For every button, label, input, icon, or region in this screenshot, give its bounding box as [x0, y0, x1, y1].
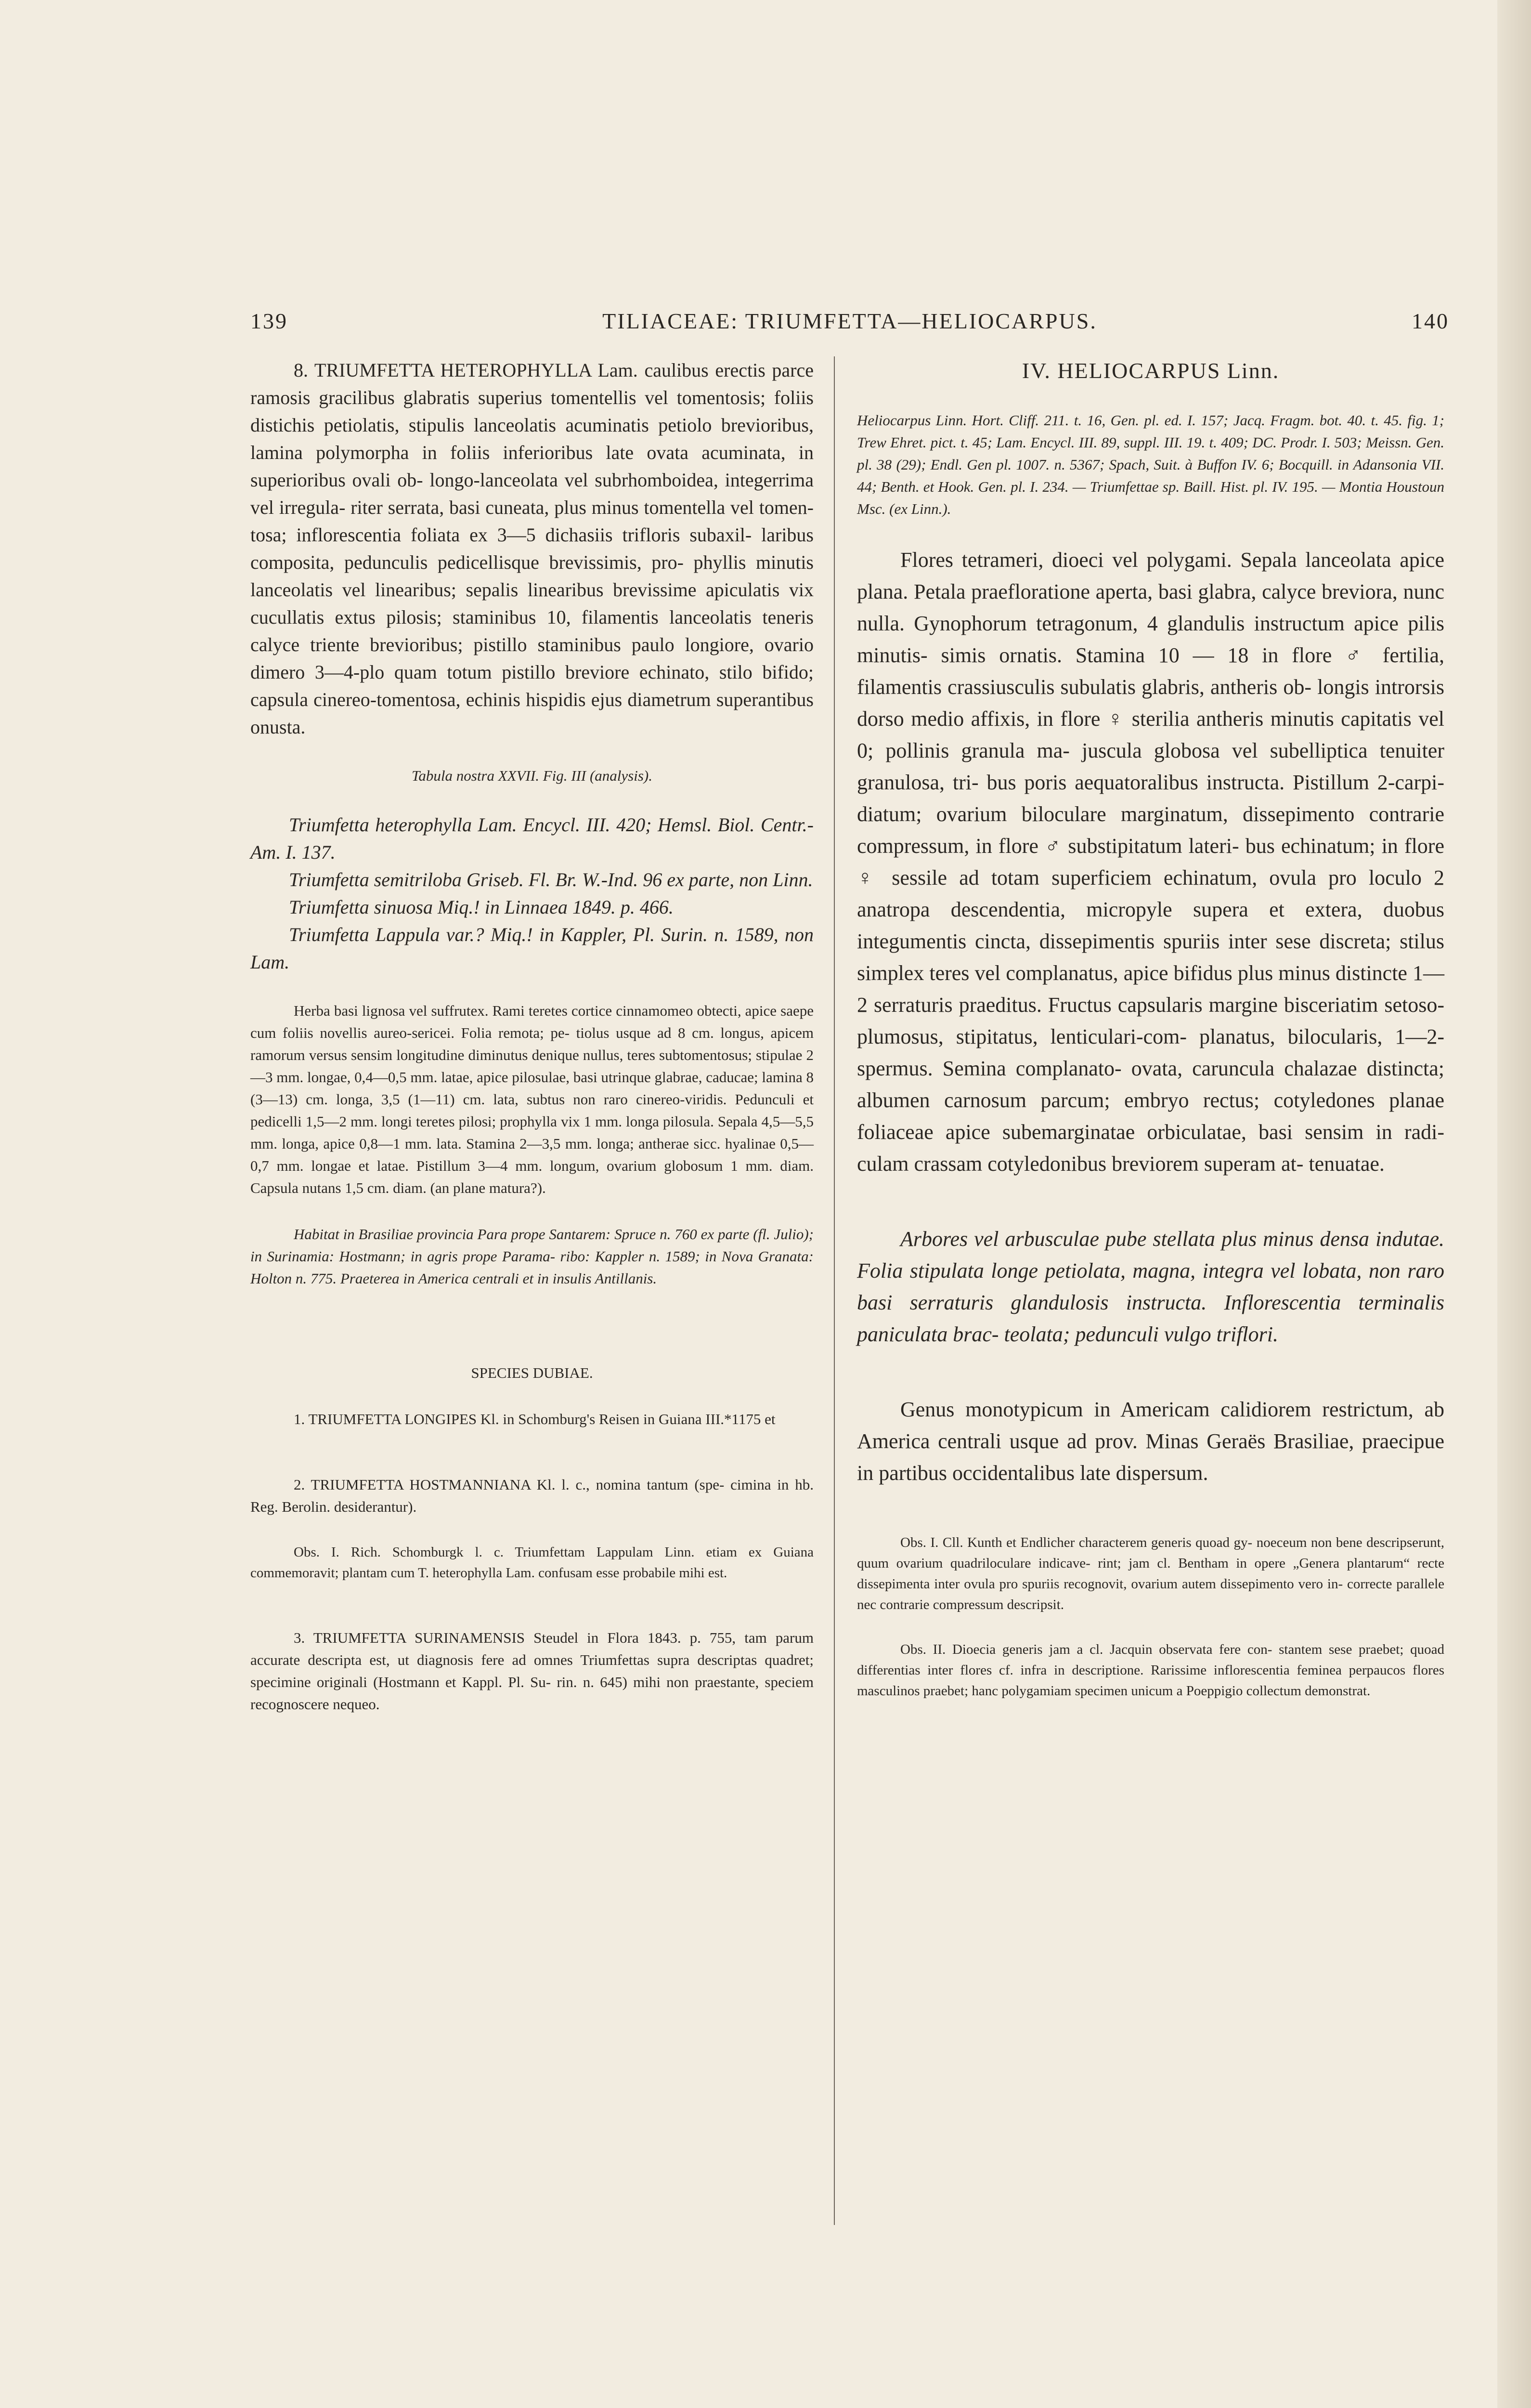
species-dubiae-heading: SPECIES DUBIAE. — [471, 1364, 593, 1381]
synonym: Triumfetta sinuosa Miq.! in Linnaea 1849. p. 466. — [289, 896, 674, 918]
page-number-left: 139 — [250, 309, 288, 333]
dubious-species-2: 2. TRIUMFETTA HOSTMANNIANA Kl. l. c., nomina tantum (spe- cimina in hb. Reg. Berolin. desiderantur). — [250, 1476, 814, 1515]
distribution: Genus monotypicum in Americam calidiorem restrictum, ab America centrali usque ad prov. Minas Geraës Brasiliae, praecipue in partibus occidentalibus late dispersum. — [857, 1398, 1444, 1485]
running-title: TILIACEAE: TRIUMFETTA—HELIOCARPUS. — [602, 309, 1097, 333]
tabula-reference: Tabula nostra XXVII. Fig. III (analysis). — [412, 767, 652, 784]
synonym: Triumfetta Lappula var.? Miq.! in Kappler, Pl. Surin. n. 1589, non Lam. — [250, 924, 814, 973]
running-head — [250, 308, 1449, 342]
synonym: Triumfetta heterophylla Lam. Encycl. III. 420; Hemsl. Biol. Centr.-Am. I. 137. — [250, 814, 814, 863]
right-column — [857, 356, 1444, 1701]
synonym: Triumfetta semitriloba Griseb. Fl. Br. W.-Ind. 96 ex parte, non Linn. — [289, 869, 813, 890]
column-divider — [834, 356, 836, 2225]
observation-1: Obs. I. Cll. Kunth et Endlicher characterem generis quoad gy- noeceum non bene descripserunt, quum ovarium quadriloculare indicave- rint; jam cl. Bentham in opere „Genera plantarum“ recte dissepimenta inter ovula pro spuriis recognovit, ovarium autem dissepimento vero in- correcte parallele nec contrarie compressum descripsit. — [857, 1535, 1444, 1612]
genus-references: Heliocarpus Linn. Hort. Cliff. 211. t. 16, Gen. pl. ed. I. 157; Jacq. Fragm. bot. 40. t. 45. fig. 1; Trew Ehret. pict. t. 45; Lam. Encycl. III. 89, suppl. III. 19. t. 409; DC. Prodr. I. 503; Meissn. Gen. pl. 38 (29); Endl. Gen pl. 1007. n. 5367; Spach, Suit. à Buffon IV. 6; Bocquill. in Adansonia VII. 44; Benth. et Hook. Gen. pl. I. 234. — Triumfettae sp. Baill. Hist. pl. IV. 195. — Montia Houstoun Msc. (ex Linn.). — [857, 412, 1444, 517]
dubious-species-3: 3. TRIUMFETTA SURINAMENSIS Steudel in Flora 1843. p. 755, tam parum accurate descripta est, ut diagnosis fere ad omnes Triumfettas supra descriptas quadret; specimine originali (Hostmann et Kappl. Pl. Su- rin. n. 645) mihi non praestante, speciem recognoscere nequeo. — [250, 1629, 814, 1713]
genus-description: Flores tetrameri, dioeci vel polygami. Sepala lanceolata apice plana. Petala praefloratione aperta, basi glabra, calyce breviora, nunc nulla. Gynophorum tetragonum, 4 glandulis instructum apice pilis minutis- simis ornatis. Stamina 10 — 18 in flore ♂ fertilia, filamentis crassiusculis subulatis glabris, antheris ob- longis introrsis dorso medio affixis, in flore ♀ sterilia antheris minutis capitatis vel 0; pollinis granula ma- juscula globosa vel subelliptica tenuiter granulosa, tri- bus poris aequatoralibus instructa. Pistillum 2-carpi- diatum; ovarium biloculare marginatum, dissepimento contrarie compressum, in flore ♂ substipitatum lateri- bus echinatum; in flore ♀ sessile ad totam superficiem echinatum, ovula pro loculo 2 anatropa descendentia, micropyle supera et extera, duobus integumentis cincta, dissepimentis spuriis inter sese discreta; stilus simplex teres vel complanatus, apice bifidus plus minus distincte 1—2 serraturis praeditus. Fructus capsularis margine bisceriatim setoso-plumosus, stipitatus, lenticulari-com- planatus, bilocularis, 1—2-spermus. Semina complanato- ovata, caruncula chalazae distincta; albumen carnosum parcum; embryo rectus; cotyledones planae foliaceae apice subemarginatae orbiculatae, basi sensim in radi- culam crassam cotyledonibus breviorem superam at- tenuatae. — [857, 548, 1444, 1176]
observation-2: Obs. II. Dioecia generis jam a cl. Jacquin observata fere con- stantem sese praebet; quoad differentias inter flores cf. infra in descriptione. Rarissime inflorescentia feminea perpaucos flores masculinos praebet; hanc polygamiam specimen unicum a Poeppigio collectum demonstrat. — [857, 1642, 1444, 1699]
habitat: Habitat in Brasiliae provincia Para prope Santarem: Spruce n. 760 ex parte (fl. Julio); in Surinamia: Hostmann; in agris prope Parama- ribo: Kappler n. 1589; in Nova Granata: Holton n. 775. Praeterea in America centrali et in insulis Antillanis. — [250, 1226, 814, 1287]
synonymy — [250, 811, 814, 976]
left-column — [250, 356, 814, 1715]
dubious-species-1: 1. TRIUMFETTA LONGIPES Kl. in Schomburg's Reisen in Guiana III.*1175 et — [294, 1411, 776, 1427]
page-edge — [1497, 0, 1531, 2408]
habit-description: Arbores vel arbusculae pube stellata plus minus densa indutae. Folia stipulata longe petiolata, magna, integra vel lobata, non raro basi serraturis glandulosis instructa. Inflorescentia terminalis paniculata brac- teolata; pedunculi vulgo triflori. — [857, 1227, 1444, 1346]
page-number-right: 140 — [1412, 309, 1449, 333]
dubious-species-2-observation: Obs. I. Rich. Schomburgk l. c. Triumfettam Lappulam Linn. etiam ex Guiana commemoravit; plantam cum T. heterophylla Lam. confusam esse probabile mihi est. — [250, 1544, 814, 1581]
species-description — [250, 356, 814, 741]
species-diagnosis: caulibus erectis parce ramosis gracilibus glabratis superius tomentellis vel tomentosis; foliis distichis petiolatis, stipulis lanceolatis acuminatis petiolo brevioribus, lamina polymorpha in foliis inferioribus late ovata acuminata, in superioribus ovali ob- longo-lanceolata vel subrhomboidea, integerrima vel irregula- riter serrata, basi cuneata, plus minus tomentella vel tomen- tosa; inflorescentia foliata ex 3—5 dichasiis trifloris subaxil- laribus composita, pedunculis pedicellisque brevissimis, pro- phyllis minutis lanceolatis vel linearibus; sepalis linearibus brevissime apiculatis vix cucullatis extus pilosis; staminibus 10, filamentis lanceolatis teneris calyce triente brevioribus; pistillo staminibus paulo longiore, ovario dimero 3—4-plo quam totum pistillo breviore echinato, stilo bifido; capsula cinereo-tomentosa, echinis hispidis ejus diametrum superantibus onusta. — [250, 359, 814, 738]
species-heading: 8. TRIUMFETTA HETEROPHYLLA Lam. — [294, 359, 638, 381]
detailed-description: Herba basi lignosa vel suffrutex. Rami teretes cortice cinnamomeo obtecti, apice saepe cum foliis novellis aureo-sericei. Folia remota; pe- tiolus usque ad 8 cm. longus, apicem ramorum versus sensim longitudine diminutus denique nullus, teres subtomentosus; stipulae 2—3 mm. longae, 0,4—0,5 mm. latae, apice pilosulae, basi utrinque glabrae, caducae; lamina 8 (3—13) cm. longa, 3,5 (1—11) cm. lata, subtus non raro cinereo-viridis. Pedunculi et pedicelli 1,5—2 mm. longi teretes pilosi; prophylla vix 1 mm. longa pilosula. Sepala 4,5—5,5 mm. longa, apice 0,8—1 mm. lata. Stamina 2—3,5 mm. longa; antherae sicc. hyalinae 0,5—0,7 mm. longae et latae. Pistillum 3—4 mm. longum, ovarium globosum 1 mm. diam. Capsula nutans 1,5 cm. diam. (an plane matura?). — [250, 1002, 814, 1196]
genus-heading: IV. HELIOCARPUS Linn. — [1022, 358, 1280, 383]
